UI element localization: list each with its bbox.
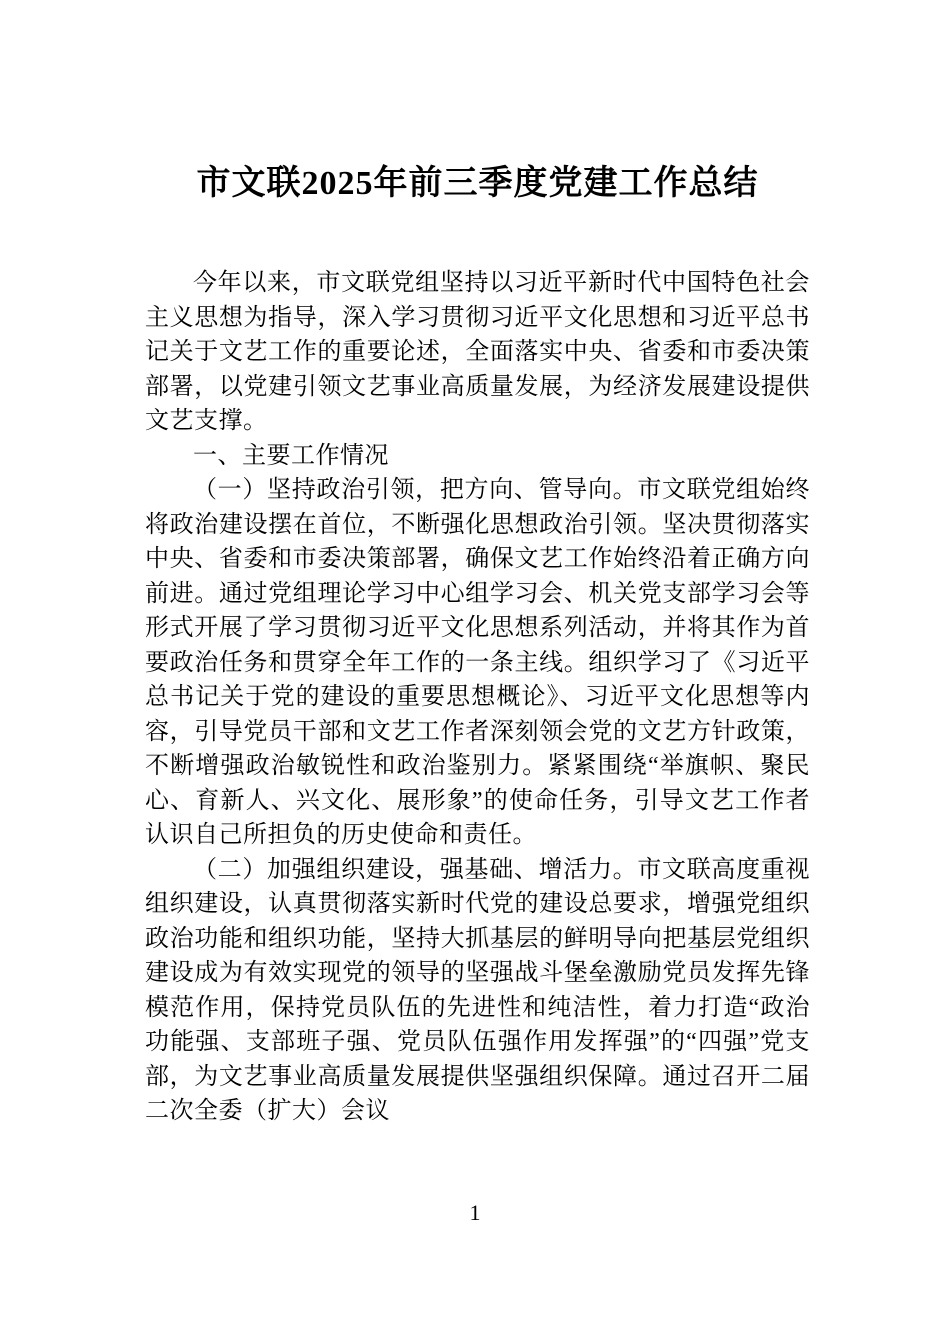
- paragraph-intro: 今年以来，市文联党组坚持以习近平新时代中国特色社会主义思想为指导，深入学习贯彻习近平文化思想和习近平总书记关于文艺工作的重要论述，全面落实中央、省委和市委决策部署，以党建引领文艺事业高质量发展，为经济发展建设提供文艺支撑。: [145, 270, 810, 434]
- document-title: 市文联2025年前三季度党建工作总结: [196, 165, 759, 202]
- paragraph-organization-building: （二）加强组织建设，强基础、增活力。市文联高度重视组织建设，认真贯彻落实新时代党的建设总要求，增强党组织政治功能和组织功能，坚持大抓基层的鲜明导向把基层党组织建设成为有效实现党的领导的坚强战斗堡垒激励党员发挥先锋模范作用，保持党员队伍的先进性和纯洁性，着力打造“政治功能强、支部班子强、党员队伍强作用发挥强”的“四强”党支部，为文艺事业高质量发展提供坚强组织保障。通过召开二届二次全委（扩大）会议: [145, 856, 810, 1124]
- paragraph-political-guidance: （一）坚持政治引领，把方向、管导向。市文联党组始终将政治建设摆在首位，不断强化思想政治引领。坚决贯彻落实中央、省委和市委决策部署，确保文艺工作始终沿着正确方向前进。通过党组理论学习中心组学习会、机关党支部学习会等形式开展了学习贯彻习近平文化思想系列活动，并将其作为首要政治任务和贯穿全年工作的一条主线。组织学习了《习近平总书记关于党的建设的重要思想概论》、习近平文化思想等内容，引导党员干部和文艺工作者深刻领会党的文艺方针政策，不断增强政治敏锐性和政治鉴别力。紧紧围绕“举旗帜、聚民心、育新人、兴文化、展形象”的使命任务，引导文艺工作者认识自己所担负的历史使命和责任。: [145, 477, 810, 848]
- page-number: 1: [469, 1200, 481, 1225]
- section-heading-main-work: 一、主要工作情况: [193, 442, 389, 469]
